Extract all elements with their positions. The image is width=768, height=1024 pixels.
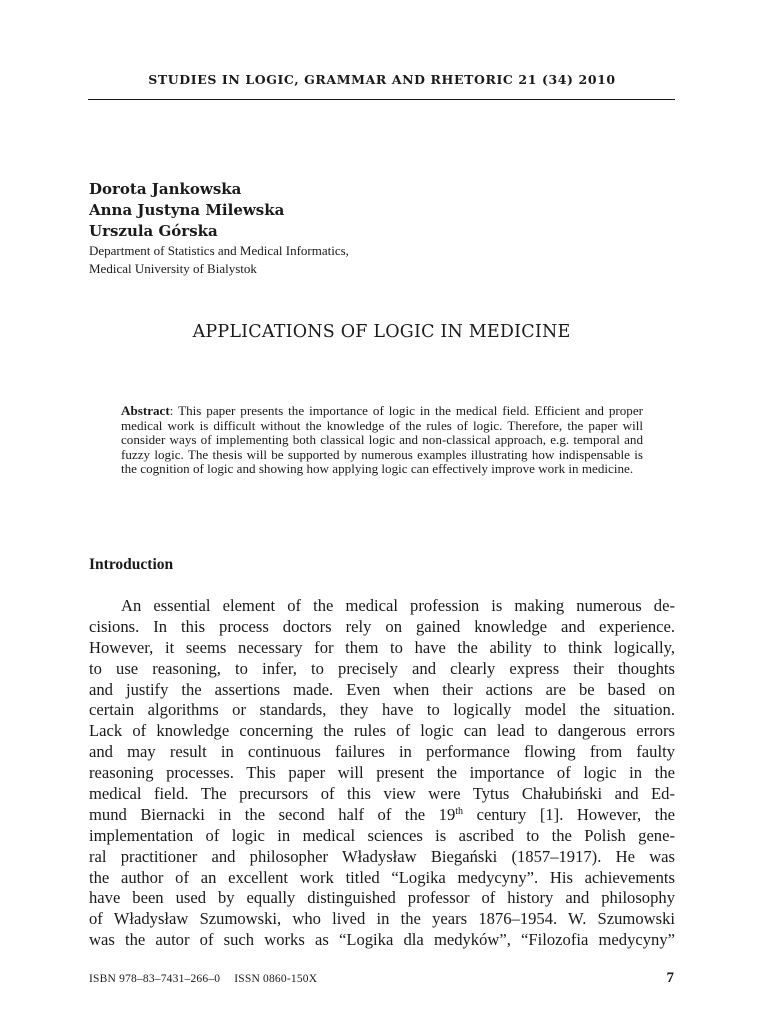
body-line: ral practitioner and philosopher Władysław Biegański (1857–1917). He was bbox=[89, 846, 675, 866]
affiliation-line: Department of Statistics and Medical Informatics, bbox=[89, 243, 349, 258]
body-line: However, it seems necessary for them to have the ability to think logically, bbox=[89, 637, 675, 657]
body-line-with-superscript bbox=[89, 805, 675, 826]
body-line: certain algorithms or standards, they have to logically model the situation. bbox=[89, 700, 675, 720]
body-line: to use reasoning, to infer, to precisely and clearly express their thoughts bbox=[89, 658, 675, 678]
isbn: ISBN 978–83–7431–266–0 bbox=[89, 973, 221, 985]
body-line: was the autor of such works as “Logika dla medyków”, “Filozofia medycyny” bbox=[89, 930, 675, 950]
abstract-text: : This paper presents the importance of logic in the medical field. Efficient and proper medical work is difficult without the knowledge of the rules of logic. Therefore, the paper will consider ways of implementing both classical logic and non-classical approach, e.g. temporal and fuzzy logic. The thesis will be supported by numerous examples illustrating how indispensable is the cognition of logic and showing how applying logic can effectively improve work in medicine. bbox=[121, 403, 643, 477]
body-line: Lack of knowledge concerning the rules of logic can lead to dangerous errors bbox=[89, 721, 675, 741]
page-number: 7 bbox=[666, 970, 674, 986]
body-line: implementation of logic in medical sciences is ascribed to the Polish gene- bbox=[89, 825, 675, 845]
author-name: Urszula Górska bbox=[89, 222, 218, 240]
author-name: Anna Justyna Milewska bbox=[89, 201, 285, 219]
body-line: medical field. The precursors of this view were Tytus Chałubiński and Ed- bbox=[89, 784, 675, 804]
author-block bbox=[89, 179, 649, 278]
author-name: Dorota Jankowska bbox=[89, 180, 242, 198]
footer-identifiers bbox=[89, 973, 317, 985]
body-line: An essential element of the medical profession is making numerous de- bbox=[121, 596, 675, 615]
superscript-th: th bbox=[455, 805, 464, 817]
body-line-prefix: mund Biernacki in the second half of the 19 bbox=[89, 804, 456, 824]
header-rule bbox=[88, 99, 675, 100]
section-heading-introduction: Introduction bbox=[89, 556, 174, 573]
body-line: cisions. In this process doctors rely on gained knowledge and experience. bbox=[89, 616, 675, 636]
issn: ISSN 0860-150X bbox=[234, 973, 318, 985]
body-line: reasoning processes. This paper will present the importance of logic in the bbox=[89, 763, 675, 783]
abstract-label: Abstract bbox=[121, 403, 170, 418]
paper-title: APPLICATIONS OF LOGIC IN MEDICINE bbox=[192, 322, 571, 342]
affiliation-line: Medical University of Bialystok bbox=[89, 261, 257, 276]
body-line: have been used by equally distinguished professor of history and philosophy bbox=[89, 888, 675, 908]
abstract bbox=[121, 404, 643, 477]
introduction-body bbox=[89, 596, 675, 951]
body-line: of Władysław Szumowski, who lived in the years 1876–1954. W. Szumowski bbox=[89, 909, 675, 929]
body-line: and may result in continuous failures in performance flowing from faulty bbox=[89, 742, 675, 762]
body-line: and justify the assertions made. Even when their actions are be based on bbox=[89, 679, 675, 699]
journal-running-head: STUDIES IN LOGIC, GRAMMAR AND RHETORIC 21 (34) 2010 bbox=[148, 72, 616, 87]
body-line: the author of an excellent work titled “Logika medycyny”. His achievements bbox=[89, 867, 675, 887]
body-line-suffix: century [1]. However, the bbox=[476, 804, 675, 824]
